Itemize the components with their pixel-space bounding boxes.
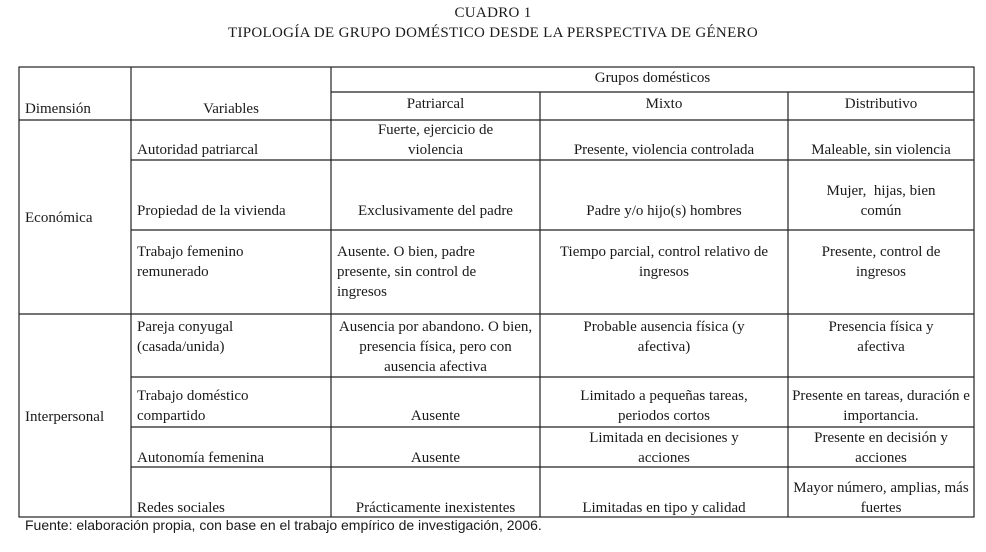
table-cell-distributivo: Mujer, hijas, bien común [826,183,940,219]
table-cell-patriarcal: Exclusivamente del padre [358,203,513,219]
table-row-variable: Trabajo femenino remunerado [137,244,244,280]
table-cell-mixto: Presente, violencia controlada [573,142,755,158]
table-row-variable: Autonomía femenina [137,450,265,466]
table-cell-distributivo: Presente, control de ingresos [821,244,941,280]
header-mixto: Mixto [645,96,683,112]
table-cell-mixto: Limitadas en tipo y calidad [582,500,746,516]
table-caption-number: CUADRO 1 [454,5,532,21]
table-row-variable: Pareja conyugal (casada/unida) [137,319,234,355]
header-distributivo: Distributivo [844,96,918,112]
table-cell-patriarcal: Ausente. O bien, padre presente, sin control de ingresos [337,244,477,300]
table-cell-patriarcal: Prácticamente inexistentes [355,500,516,516]
table-cell-patriarcal: Fuerte, ejercicio de violencia [377,122,494,158]
table-row-variable: Redes sociales [137,500,225,516]
table-cell-mixto: Padre y/o hijo(s) hombres [586,203,742,219]
table-cell-patriarcal: Ausencia por abandono. O bien, presencia física, pero con ausencia afectiva [338,319,533,375]
table-cell-patriarcal: Ausente [410,408,461,424]
table-cell-distributivo: Presencia física y afectiva [828,319,934,355]
table-cell-distributivo: Maleable, sin violencia [811,142,951,158]
table-cell-patriarcal: Ausente [410,450,461,466]
dimension-interpersonal: Interpersonal [25,409,105,425]
header-patriarcal: Patriarcal [406,96,465,112]
header-variables: Variables [203,101,259,117]
table-cell-distributivo: Presente en tareas, duración e importancia. [792,388,970,424]
table-cell-mixto: Tiempo parcial, control relativo de ingresos [559,244,769,280]
table-row-variable: Trabajo doméstico compartido [137,388,249,424]
source-footnote: Fuente: elaboración propia, con base en el trabajo empírico de investigación, 2006. [25,517,542,533]
table-cell-distributivo: Mayor número, amplias, más fuertes [793,480,969,516]
table-row-variable: Propiedad de la vivienda [137,203,286,219]
table-cell-mixto: Limitado a pequeñas tareas, periodos cortos [580,388,748,424]
table-cell-mixto: Probable ausencia física (y afectiva) [583,319,745,355]
table-cell-distributivo: Presente en decisión y acciones [814,430,948,466]
table-row-variable: Autoridad patriarcal [137,142,259,158]
header-dimension: Dimensión [25,101,91,117]
dimension-economica: Económica [25,210,93,226]
table-caption-title: TIPOLOGÍA DE GRUPO DOMÉSTICO DESDE LA PERSPECTIVA DE GÉNERO [228,25,758,41]
table-cell-mixto: Limitada en decisiones y acciones [589,430,739,466]
header-grupos-domesticos: Grupos domésticos [594,70,711,86]
